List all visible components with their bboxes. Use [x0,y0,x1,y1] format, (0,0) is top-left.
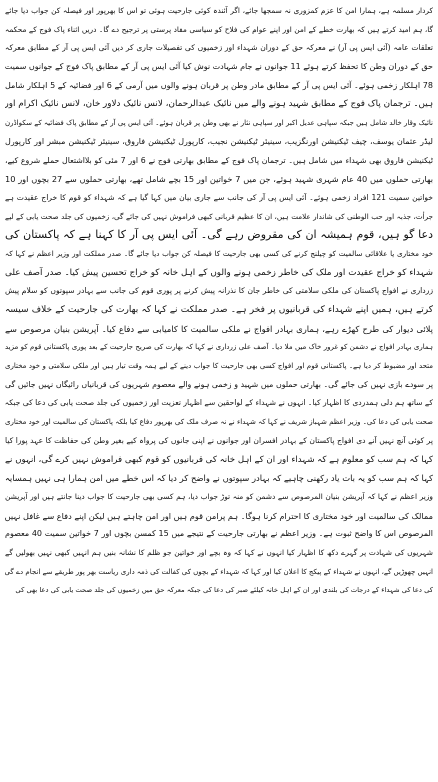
article-line: لیڈر عثمان یوسف، چیف ٹیکنیشن اورنگزیب، سینیئر ٹیکنیشن نجیب، کارپورل ٹیکنیشن فاروق، سینیئر ٹیکنیشن مبشر اور کارپورل [5,136,433,146]
article-line: صحت یابی کی دعا کی۔ وزیر اعظم شہباز شریف نے کہا کہ شہداء نے نہ صرف ملک کی بھرپور دفاع کیا بلکہ پاکستان کی سالمیت اور خود مختاری [5,418,433,427]
article-line: خواتین سمیت 121 افراد زخمی ہوئے۔ آئی ایس پی آر کی جانب سے جاری بیان میں کہا گیا ہے کہ شہداء کو قوم کا خراج عقیدت ہے [5,192,433,202]
article-line: پلائی دیوار کی طرح کھڑے رہے، ہماری بہادر افواج نے ملکی سالمیت کا کامیابی سے دفاع کیا۔ آپریشن بنیان مرصوص سے [5,323,433,334]
article-line: ہماری بہادر افواج نے دشمن کو غرور خاک میں ملا دیا۔ آصف علی زرداری نے کہا کہ بھارت کی صریح جارحیت کے بعد پوری پاکستانی قوم کو مزید [5,343,433,352]
article-line: خود مختاری یا علاقائی سالمیت کو چیلنج کرنے کی کسی بھی جارحیت کا فیصلہ کن جواب دیا جائے گا۔ صدر مملکت اور وزیر اعظم نے کہا کہ [5,248,433,258]
article-line: دعا گو ہیں، قوم ہمیشہ ان کی مقروض رہے گی۔ آئی ایس پی آر کا کہنا ہے کہ پاکستان کی [5,228,433,242]
article-line: حق کے دوران وطن کا تحفظ کرتے ہوئے 11 جوانوں نے جام شہادت نوش کیا آئی ایس پی آر کے مطابق پاک فوج کے جوانوں سمیت [5,62,433,72]
article-line: شہداء کو خراج عقیدت اور ملک کی خاطر زخمی ہونے والوں کے اہل خانہ کو خراج تحسین پیش کیا۔ صدر آصف علی [5,267,433,278]
article-line: ہیں۔ ترجمان پاک فوج کے مطابق شہید ہونے والے میں نائیک عبدالرحمان، لانس نائیک دلاور خان، لانس نائیک اکرام اور [5,99,433,110]
article-line: کی دعا کی شہداء کے درجات کی بلندی اور ان کے اہل خانہ کیلئے صبر کی دعا کی جبکہ معرکہ حق میں زخمیوں کی جلد صحت یابی کی دعا بھی کی [15,586,433,595]
article-line: کردار مسلمہ ہے، ہمارا امن کا عزم کمزوری نہ سمجھا جائے، اگر آئندہ کوئی جارحیت ہوئی تو اس کا بھرپور اور فیصلہ کن جواب دیا جائے [5,6,433,15]
article-line: متحد اور مضبوط کر دیا ہے۔ پاکستانی قوم اور افواج کسی بھی جارحیت کا جواب دینے کے لیے ہمہ وقت تیار ہیں اور ملکی سلامتی و خود مختاری [5,362,433,371]
article-line: بھارتی حملوں میں 40 عام شہری شہید ہوئے، جن میں 7 خواتین اور 15 بچے شامل تھے، بھارتی حملوں سے 27 بچوں اور 10 [5,174,433,185]
article-body [5,2,433,600]
article-line: انہیں چھوڑیں گے، انہوں نے شہداء کے پیکج کا اعلان کیا اور کہا کہ شہداء کے بچوں کی کفالت کی ذمہ داری ریاست بھر پور طریقے سے انجام دے گی [5,567,433,576]
article-line: 78 اہلکار زخمی ہوئے۔ آئی ایس پی آر کے مطابق مادر وطن پر قربان ہونے والوں میں آرمی کے 6 اور فضائیہ کے 5 اہلکار شامل [5,80,433,90]
article-line: کہا کہ ہم سب کو یہ بات یاد رکھنی چاہیے کہ بہادر سپوتوں نے واضح کر دیا کہ اس خطے میں امن ہمارا ہی نہیں ہمسایہ [5,473,433,484]
article-line: ٹیکنیشن فاروق بھی شہداء میں شامل ہیں۔ ترجمان پاک فوج کے مطابق بھارتی فوج نے 6 اور 7 مئی کو بلااشتعال حملے شروع کیے، [5,155,433,165]
article-line: المرصوص اس کا واضح ثبوت ہے۔ وزیر اعظم نے بھارتی جارحیت کے نتیجے میں 15 کمسن بچوں اور 7 خواتین سمیت 40 معصوم [5,529,433,539]
article-line: وزیر اعظم نے کہا کہ آپریشن بنیان المرصوص سے دشمن کو منہ توڑ جواب دیا، ہم کسی بھی جارحیت کا جواب دینا جانتے ہیں اور آپریشن [5,491,433,501]
article-line: تعلقات عامہ (آئی ایس پی آر) نے معرکہ حق کے دوران شہداء اور زخمیوں کی تفصیلات جاری کر دیں آئی ایس پی آر کے مطابق معرکہ [5,43,433,53]
article-line: کے ساتھ ہم دلی ہمدردی کا اظہار کیا۔ انہوں نے شہداء کے لواحقین سے اظہار تعزیت اور زخمیوں کی جلد صحت یابی کی دعا کی جبکہ [5,398,433,408]
article-line: نائیک وقار خالد شامل ہیں جبکہ سپاہی عدیل اکبر اور سپاہی نثار نے بھی وطن پر قربان ہوئے۔ آئی ایس پی آر کے مطابق پاک فضائیہ کے سکواڈرن [5,119,433,128]
article-line: پر کوئی آنچ نہیں آنے دی افواج پاکستان کے بہادر افسران اور جوانوں نے اپنی جانوں کی پرواہ کیے بغیر وطن کی حفاظت کا عہد پورا کیا [5,435,433,445]
article-line: گا، ہم امید کرتے ہیں کہ بھارت خطے کے امن اور اپنے عوام کی فلاح کو سیاسی مفاد پرستی پر ترجیح دے گا۔ دریں اثناء پاک فوج کے محکمہ [5,24,433,34]
article-line: شہریوں کی شہادت پر گہرے دکھ کا اظہار کیا انہوں نے کہا کہ وہ بچے اور خواتین جو ظلم کا نشانہ بنیں ہم انہیں کبھی نہیں بھولیں گے [5,547,433,557]
article-line: جرأت، جذبہ اور حب الوطنی کی شاندار علامت ہیں، ان کا عظیم قربانی کبھی فراموش نہیں کی جائے گی، زخمیوں کی جلد صحت یابی کے لیے [5,211,433,221]
article-line: زرداری نے افواج پاکستان کی ملکی سلامتی کی خاطر جان کا نذرانہ پیش کرنے پر پوری قوم کی جانب سے بہادر سپوتوں کو سلام پیش [5,286,433,296]
article-line: کہا کہ ہم سب کو معلوم ہے کہ شہداء اور ان کے اہل خانہ کی قربانیوں کو قوم کبھی فراموش نہیں کرے گی، انہوں نے [5,454,433,465]
article-line: کرتے ہیں، ہمیں اپنے شہداء کی قربانیوں پر فخر ہے۔ صدر مملکت نے کہا کہ بھارت کی جارحیت کے خلاف سیسہ [5,305,433,315]
article-line: پر سودے بازی نہیں کی جائے گی۔ بھارتی حملوں میں شہید و زخمی ہونے والے معصوم شہریوں کی قربانیاں رائیگاں نہیں جائیں گی [5,379,433,389]
article-line: ممالک کی سالمیت اور خود مختاری کا احترام کرنا ہوگا۔ ہم پرامن قوم ہیں اور امن چاہتے ہیں لیکن اپنے دفاع سے غافل نہیں [5,510,433,521]
